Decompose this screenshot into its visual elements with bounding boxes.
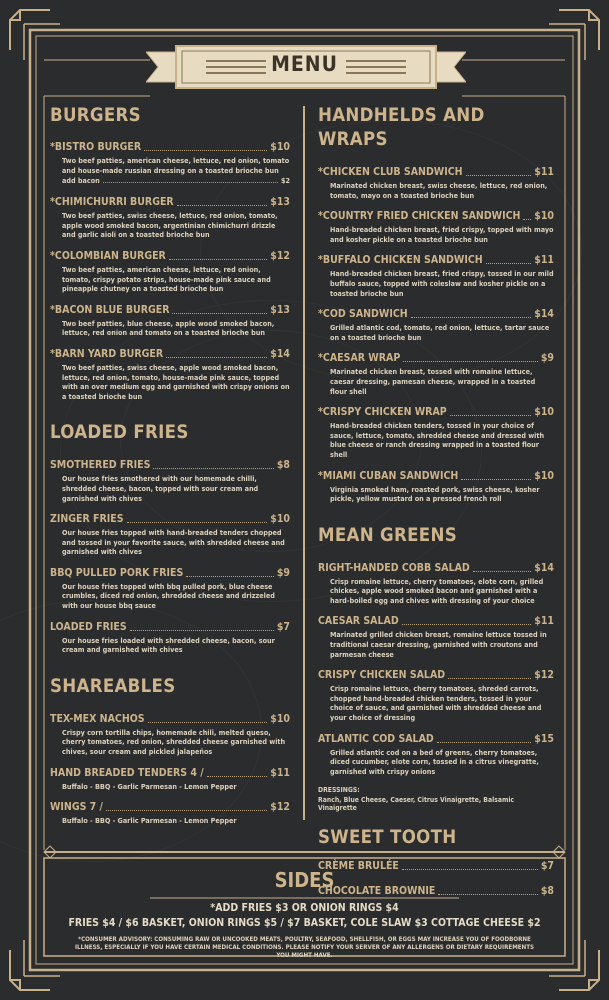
item-description: Virginia smoked ham, roasted pork, swiss cheese, kosher pickle, yellow mustard on a pressed french roll [330, 484, 540, 504]
item-description: Marinated chicken breast, tossed with romaine lettuce, caesar dressing, pamesan cheese, wrapped in a toasted flour shell [330, 367, 536, 396]
menu-item [318, 733, 554, 777]
menu-item [50, 513, 290, 557]
item-description: Crisp romaine lettuce, cherry tomatoes, elote corn, grilled chickes, apple wood smoked bacon and garnished with a hard-boiled egg and chives with dressing of your choice [330, 576, 544, 605]
menu-item [318, 308, 554, 342]
item-price: $9 [540, 352, 554, 365]
item-description: Crisp romaine lettuce, cherry tomatoes, shreded carrots, chopped hand-breaded chicken tenders, tossed in your choice of sauce, and garnished with shredded cheese and your choice of dressing [330, 684, 542, 723]
item-name: *COUNTRY FRIED CHICKEN SANDWICH [318, 210, 521, 223]
menu-item [318, 406, 554, 459]
item-description: Marinated chicken breast, swiss cheese, lettuce, red onion, tomato, mayo on a toasted brioche bun [330, 181, 548, 200]
item-name: CRISPY CHICKEN SALAD [318, 669, 446, 682]
item-name: HAND BREADED TENDERS 4 / [50, 766, 204, 779]
item-price: $14 [534, 561, 554, 574]
item-description: Grilled atlantic cod, tomato, red onion, lettuce, tartar sauce on a toasted brioche bun [330, 323, 550, 342]
item-name: *COLOMBIAN BURGER [50, 249, 166, 262]
menu-item [50, 801, 290, 826]
item-price: $10 [534, 210, 554, 223]
item-name: *BUFFALO CHICKEN SANDWICH [318, 254, 483, 267]
item-price: $11 [534, 166, 554, 178]
section-title-loaded-fries: LOADED FRIES [50, 422, 189, 444]
item-price: $15 [534, 732, 554, 745]
menu-item [318, 254, 554, 298]
section-title-shareables: SHAREABLES [50, 675, 176, 697]
item-price: $10 [270, 141, 290, 153]
item-description: Hand-breaded chicken breast, fried crispy, tossed in our mild buffalo sauce, topped with coleslaw and kosher pickle on a toasted brioche bun [330, 269, 554, 298]
dressings-list: Ranch, Blue Cheese, Caeser, Citrus Vinaigrette, Balsamic Vinaigrette [318, 796, 515, 813]
item-description: Grilled atlantic cod on a bed of greens, cherry tomatoes, diced cucumber, elote corn, tossed in a citrus vinegratte, garnished with crispy onions [330, 747, 539, 776]
menu-item [50, 713, 290, 757]
item-name: BBQ PULLED PORK FRIES [50, 566, 184, 579]
item-description: Our house fries smothered with our homemade chilli, shredded cheese, bacon, topped with sour cream and garnished with chives [62, 474, 259, 503]
item-price: $11 [534, 615, 554, 628]
item-name: *CHICKEN CLUB SANDWICH [318, 166, 463, 178]
item-price: $11 [534, 254, 554, 267]
sides-line-1: *ADD FRIES $3 OR ONION RINGS $4 [210, 902, 399, 914]
item-name: *CRISPY CHICKEN WRAP [318, 406, 447, 419]
item-description: Crispy corn tortilla chips, homemade chili, melted queso, cherry tomatoes, red onion, shredded cheese garnished with chives, sour cream and pickled jalapeños [62, 727, 286, 757]
consumer-advisory: *CONSUMER ADVISORY: CONSUMING RAW OR UNCOOKED MEATS, POULTRY, SEAFOOD, SHELLFISH, OR EGGS MAY INCREASE YOU OF FOODBORNE ILLNESS, ESPECIALLY IF YOU HAVE CERTAIN MEDICAL CONDITIONS. PLEASE NOTIFY YOUR SERVER OF ANY ALLERGENS OR DIETARY REQUIREMENTS YOU MIGHT HAVE. [74, 936, 535, 959]
item-price: $10 [270, 712, 290, 725]
item-name: *BISTRO BURGER [50, 141, 142, 153]
menu-item [318, 470, 554, 504]
item-description: Two beef patties, swiss cheese, apple wood smoked bacon, lettuce, red onion, tomato, house-made pink sauce, topped with an over medium egg and garnished with crispy onions on a toasted brioche bun [62, 362, 290, 401]
item-price: $7 [276, 620, 290, 633]
item-description: Hand-breaded chicken tenders, tossed in your choice of sauce, lettuce, tomato, shredded cheese and dressed with blue cheese or ranch dressing wrapped in a toasted flour shell [330, 421, 545, 459]
item-price: $9 [276, 566, 290, 579]
menu-item [50, 141, 290, 186]
column-divider [303, 106, 305, 820]
section-title-handhelds: HANDHELDS AND WRAPS [318, 105, 485, 150]
menu-item [50, 767, 290, 792]
item-name: *BACON BLUE BURGER [50, 303, 170, 316]
item-name: ZINGER FRIES [50, 513, 124, 526]
sides-line-2: FRIES $4 / $6 BASKET, ONION RINGS $5 / $7 BASKET, COLE SLAW $3 COTTAGE CHEESE $2 [68, 917, 541, 929]
item-name: SMOTHERED FRIES [50, 459, 151, 472]
item-name: LOADED FRIES [50, 620, 127, 633]
item-description: Two beef patties, swiss cheese, lettuce, red onion, tomato, apple wood smoked bacon, argentinian chimichurri drizzle and garlic aioli on a toasted brioche bun [62, 211, 278, 240]
item-description: Two beef patties, american cheese, lettuce, red onion, tomato and house-made russian dressing on a toasted brioche bun [62, 156, 290, 175]
item-price: $12 [270, 801, 290, 814]
item-name: *MIAMI CUBAN SANDWICH [318, 469, 459, 482]
addon-price: $2 [281, 176, 290, 186]
item-name: WINGS 7 / [50, 801, 103, 814]
item-name: *BARN YARD BURGER [50, 347, 164, 360]
item-description: Two beef patties, blue cheese, apple wood smoked bacon, lettuce, red onion and tomato on a toasted brioche bun [62, 318, 275, 338]
menu-title: MENU [271, 52, 338, 76]
item-price: $11 [270, 766, 290, 779]
item-name: CHOCOLATE BROWNIE [318, 885, 436, 898]
item-price: $8 [276, 459, 290, 472]
addon-name: add bacon [62, 176, 100, 186]
item-description: Hand-breaded chicken breast, fried crispy, topped with mayo and kosher pickle on a toasted brioche bun [330, 225, 554, 244]
item-name: *COD SANDWICH [318, 308, 408, 321]
item-description: Two beef patties, american cheese, lettuce, red onion, tomato, crispy potato strips, house-made pink sauce and pineapple chutney on a toasted brioche bun [62, 264, 271, 294]
left-column [50, 104, 290, 836]
item-description: Our house fries loaded with shredded cheese, bacon, sour cream and garnished with chives [62, 635, 275, 655]
item-price: $13 [270, 303, 290, 316]
menu-item [50, 459, 290, 503]
menu-item [318, 210, 554, 244]
item-price: $14 [534, 308, 554, 321]
item-name: ATLANTIC COD SALAD [318, 732, 434, 745]
item-price: $14 [270, 347, 290, 360]
item-name: RIGHT-HANDED COBB SALAD [318, 561, 470, 574]
menu-item [50, 567, 290, 611]
item-price: $10 [534, 406, 554, 419]
menu-item [50, 621, 290, 655]
item-name: CAESAR SALAD [318, 615, 399, 628]
item-price: $7 [540, 860, 554, 873]
item-name: TEX-MEX NACHOS [50, 712, 145, 725]
menu-item [50, 348, 290, 401]
menu-item [50, 196, 290, 240]
menu-item [318, 352, 554, 396]
item-price: $8 [540, 885, 554, 898]
item-price: $13 [270, 196, 290, 209]
item-price: $10 [270, 513, 290, 526]
item-name: *CHIMICHURRI BURGER [50, 196, 174, 209]
right-column [318, 104, 554, 908]
menu-item [318, 562, 554, 606]
item-description: Marinated grilled chicken breast, romaine lettuce tossed in traditional caesar dressing, garnished with croutons and parmesan cheese [330, 630, 547, 659]
item-name: CRÈME BRULÉE [318, 860, 399, 873]
item-price: $10 [534, 469, 554, 482]
item-price: $12 [270, 249, 290, 262]
item-description: Our house fries topped with bbq pulled pork, blue cheese crumbles, diced red onion, shredded cheese and drizzeled with our house bbq sauce [62, 581, 275, 611]
section-title-burgers: BURGERS [50, 105, 141, 126]
menu-item [50, 304, 290, 338]
item-name: *CAESAR WRAP [318, 352, 401, 365]
section-title-mean-greens: MEAN GREENS [318, 524, 457, 546]
item-price: $12 [534, 669, 554, 682]
item-description: Buffalo - BBQ - Garlic Parmesan - Lemon Pepper [62, 816, 237, 826]
menu-item [318, 166, 554, 200]
menu-item [318, 669, 554, 722]
item-description: Our house fries topped with hand-breaded tenders chopped and tossed in your favorite sauce, with shredded cheese and garnished with chives [62, 528, 285, 557]
section-title-sweet-tooth: SWEET TOOTH [318, 827, 457, 849]
menu-item [50, 250, 290, 294]
item-description: Buffalo - BBQ - Garlic Parmesan - Lemon Pepper [62, 781, 237, 791]
menu-item [318, 615, 554, 659]
dressings-label: DRESSINGS: [318, 786, 360, 795]
section-title-sides: SIDES [274, 868, 335, 892]
